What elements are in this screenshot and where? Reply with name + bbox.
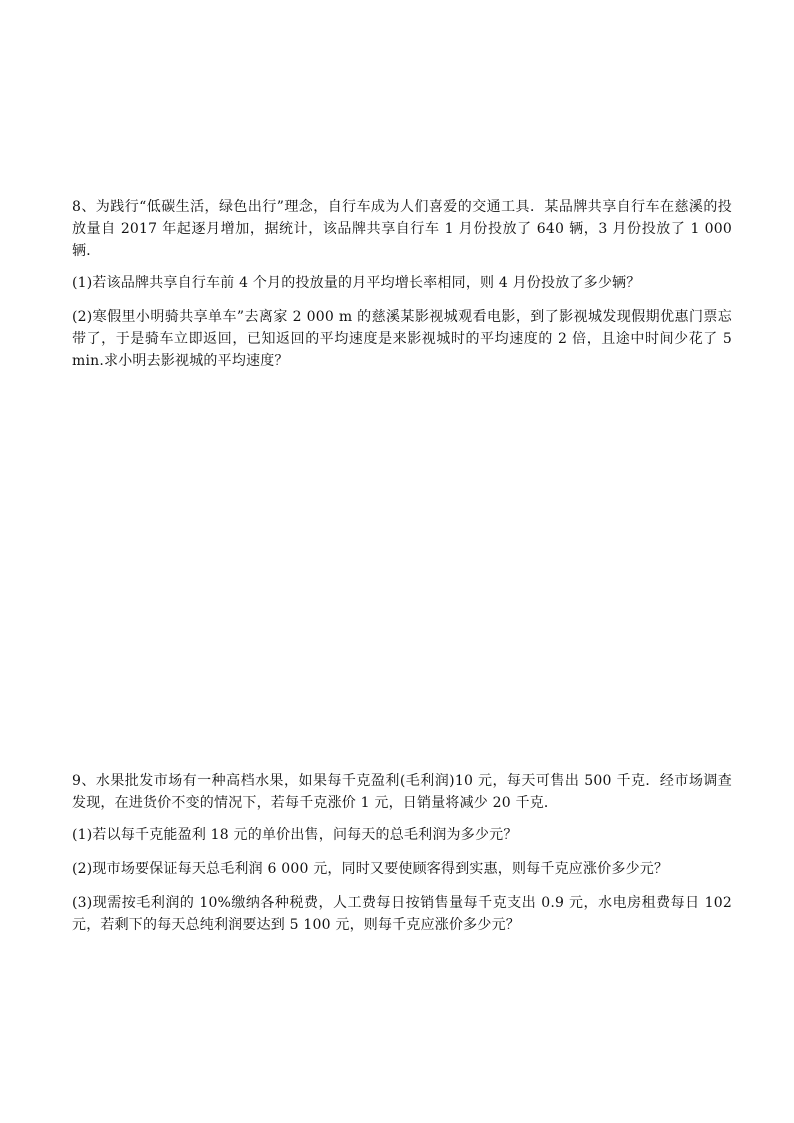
- problem-9-question-2: (2)现市场要保证每天总毛利润 6 000 元，同时又要使顾客得到实惠，则每千克应涨价多少元？: [72, 861, 669, 877]
- problem-8-question-1: (1)若该品牌共享自行车前 4 个月的投放量的月平均增长率相同，则 4 月份投放了多少辆？: [72, 275, 641, 291]
- problem-8: [72, 196, 732, 372]
- problem-9-question-3: (3)现需按毛利润的 10%缴纳各种税费，人工费每日按销售量每千克支出 0.9 元，水电房租费每日 102 元，若剩下的每天总纯利润要达到 5 100 元，则每千克应涨价多少元？: [72, 895, 732, 933]
- problem-8-intro: 8、为践行“低碳生活，绿色出行”理念，自行车成为人们喜爱的交通工具．某品牌共享自行车在慈溪的投放量自 2017 年起逐月增加，据统计，该品牌共享自行车 1 月份投放了 640 辆，3 月份投放了 1 000 辆．: [72, 199, 732, 259]
- problem-9-question-1: (1)若以每千克能盈利 18 元的单价出售，问每天的总毛利润为多少元？: [72, 827, 518, 843]
- problem-8-question-2: (2)寒假里小明骑共享单车”去离家 2 000 m 的慈溪某影视城观看电影，到了影视城发现假期优惠门票忘带了，于是骑车立即返回，已知返回的平均速度是来影视城时的平均速度的 2 倍，且途中时间少花了 5 min.求小明去影视城的平均速度？: [72, 309, 732, 369]
- problem-9-intro: 9、水果批发市场有一种高档水果，如果每千克盈利(毛利润)10 元，每天可售出 500 千克．经市场调查发现，在进货价不变的情况下，若每千克涨价 1 元，日销量将减少 20 千克．: [72, 773, 732, 811]
- problem-9: [72, 770, 732, 936]
